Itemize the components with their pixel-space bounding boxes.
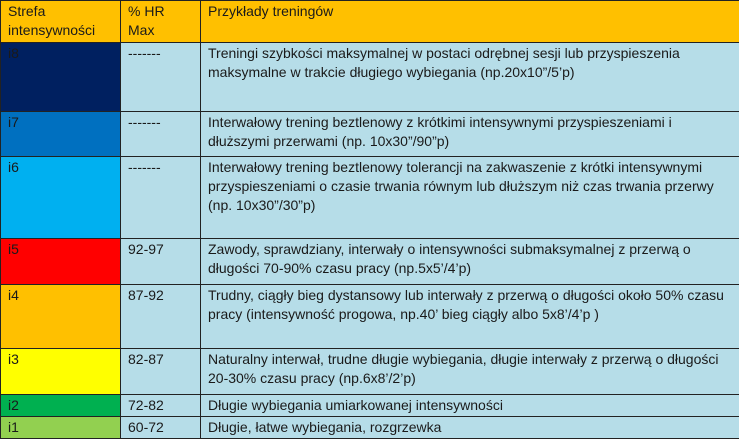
header-zone: Strefa intensywności (1, 1, 121, 43)
zone-cell: i1 (1, 417, 121, 439)
examples-cell: Treningi szybkości maksymalnej w postaci odrębnej sesji lub przyspieszenia maksymalne w trakcie długiego wybiegania (np.20x10”/5’p) (201, 43, 739, 112)
examples-cell: Zawody, sprawdziany, interwały o intensywności submaksymalnej z przerwą o długości 70-90% czasu pracy (np.5x5’/4’p) (201, 239, 739, 285)
header-hr-max: % HR Max (121, 1, 201, 43)
hr-cell: 87-92 (121, 285, 201, 349)
header-row (1, 1, 739, 43)
table-row (1, 285, 739, 349)
hr-cell: 72-82 (121, 395, 201, 417)
hr-cell: ------- (121, 112, 201, 157)
zone-cell: i2 (1, 395, 121, 417)
examples-cell: Długie, łatwe wybiegania, rozgrzewka (201, 417, 739, 439)
table-row (1, 417, 739, 439)
examples-cell: Trudny, ciągły bieg dystansowy lub interwały z przerwą o długości około 50% czasu pracy (intensywność progowa, np.40’ bieg ciągły albo 5x8’/4’p ) (201, 285, 739, 349)
header-examples: Przykłady treningów (201, 1, 739, 43)
zone-cell: i7 (1, 112, 121, 157)
examples-cell: Interwałowy trening beztlenowy z krótkimi intensywnymi przyspieszeniami i dłuższymi przerwami (np. 10x30”/90”p) (201, 112, 739, 157)
zone-cell: i5 (1, 239, 121, 285)
examples-cell: Długie wybiegania umiarkowanej intensywności (201, 395, 739, 417)
hr-cell: 60-72 (121, 417, 201, 439)
hr-cell: ------- (121, 43, 201, 112)
hr-cell: ------- (121, 157, 201, 239)
table-row (1, 43, 739, 112)
table-row (1, 157, 739, 239)
table-row (1, 239, 739, 285)
hr-cell: 92-97 (121, 239, 201, 285)
zone-cell: i3 (1, 349, 121, 395)
hr-cell: 82-87 (121, 349, 201, 395)
zone-cell: i6 (1, 157, 121, 239)
table-row (1, 349, 739, 395)
table-row (1, 395, 739, 417)
examples-cell: Naturalny interwał, trudne długie wybiegania, długie interwały z przerwą o długości 20-30% czasu pracy (np.6x8’/2’p) (201, 349, 739, 395)
table-row (1, 112, 739, 157)
zone-cell: i4 (1, 285, 121, 349)
zone-cell: i8 (1, 43, 121, 112)
examples-cell: Interwałowy trening beztlenowy tolerancji na zakwaszenie z krótki intensywnymi przyspieszeniami o czasie trwania równym lub dłuższym niż czas trwania przerwy (np. 10x30”/30”p) (201, 157, 739, 239)
